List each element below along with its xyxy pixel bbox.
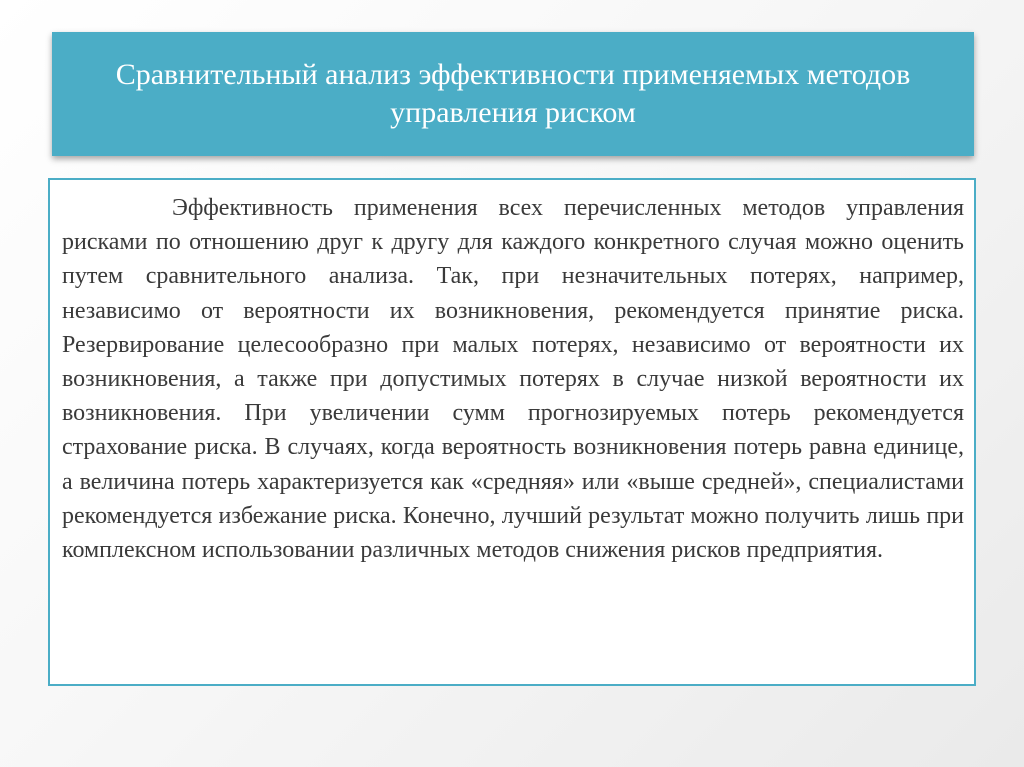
- title-banner: [52, 32, 974, 156]
- content-frame: [48, 178, 976, 686]
- body-paragraph: Эффективность применения всех перечисленных методов управления рисками по отношению друг к другу для каждого конкретного случая можно оценить путем сравнительного анализа. Так, при незначительных потерях, например, независимо от вероятности их возникновения, рекомендуется принятие риска. Резервирование целесообразно при малых потерях, независимо от вероятности их возникновения, а также при допустимых потерях в случае низкой вероятности их возникновения. При увеличении сумм прогнозируемых потерь рекомендуется страхование риска. В случаях, когда вероятность возникновения потерь равна единице, а величина потерь характеризуется как «средняя» или «выше средней», специалистами рекомендуется избежание риска. Конечно, лучший результат можно получить лишь при комплексном использовании различных методов снижения рисков предприятия.: [62, 195, 964, 564]
- slide-title: Сравнительный анализ эффективности применяемых методов управления риском: [115, 58, 911, 129]
